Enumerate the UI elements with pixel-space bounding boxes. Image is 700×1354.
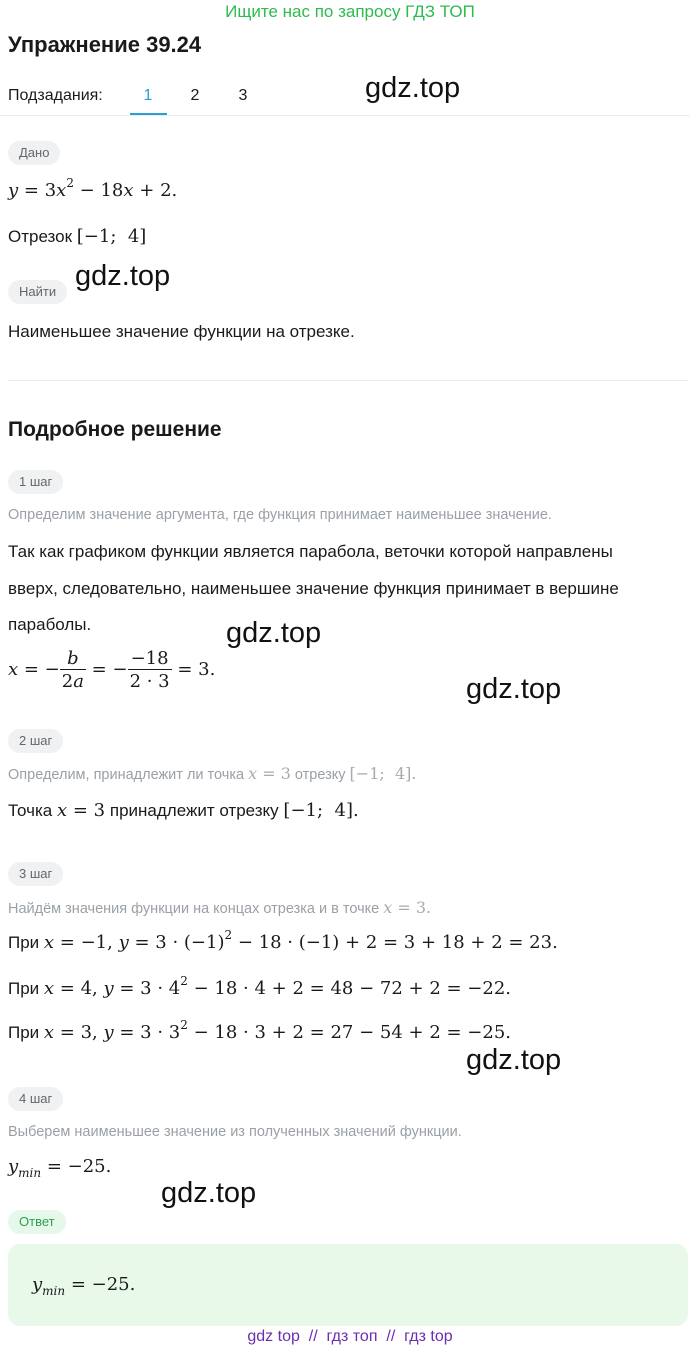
- step-4-result: $y_{min} = -25$.: [8, 1156, 112, 1180]
- step-3-hint: Найдём значения функции на концах отрезка и в точке x = 3.: [8, 898, 432, 917]
- step-2-text-prefix: Точка: [8, 801, 53, 820]
- step-2-hint: Определим, принадлежит ли точка x = 3 отрезку [−1; 4].: [8, 764, 417, 783]
- step-1-line-1: Так как графиком функции является парабола, веточки которой направлены: [8, 542, 613, 561]
- answer-value: $y_{min} = -25$.: [32, 1274, 136, 1298]
- page-title: Упражнение 39.24: [8, 32, 202, 57]
- step-1-vertex-formula: x = − $\frac{b}{2a}$ = − $\frac{-18}{2 \cdot 3}$ = 3.: [8, 648, 216, 692]
- step-2-hint-mid: отрезку: [294, 767, 346, 783]
- footer-links[interactable]: gdz top // гдз топ // гдз top: [247, 1328, 453, 1345]
- step-1-line-3: параболы.: [8, 615, 92, 634]
- step-3-calc-3: При x = 3, $y = 3 \cdot 3^2 - 18 \cdot 3 + 2 = 27 - 54 + 2 = -25$.: [8, 1018, 512, 1043]
- watermark: gdz.top: [226, 617, 322, 649]
- calc-prefix: При: [8, 933, 40, 952]
- answer-box: [8, 1244, 688, 1326]
- watermark: gdz.top: [161, 1177, 257, 1209]
- step-3-chip: 3 шаг: [8, 862, 63, 886]
- watermark: gdz.top: [466, 1044, 562, 1076]
- given-segment: Отрезок [−1; 4]: [8, 226, 147, 247]
- calc-prefix: При: [8, 979, 40, 998]
- search-banner: Ищите нас по запросу ГДЗ ТОП: [225, 2, 475, 21]
- step-3-calc-1: При x = −1, $y = 3 \cdot (-1)^2 - 18 \cdot (-1) + 2 = 3 + 18 + 2 = 23$.: [8, 928, 558, 953]
- watermark: gdz.top: [466, 673, 562, 705]
- step-4-hint: Выберем наименьшее значение из полученных значений функции.: [8, 1124, 462, 1140]
- step-2-chip: 2 шаг: [8, 729, 63, 753]
- watermark: gdz.top: [75, 260, 171, 292]
- subtasks-label: Подзадания:: [8, 87, 103, 104]
- watermark: gdz.top: [365, 72, 461, 104]
- segment-label: Отрезок: [8, 227, 73, 246]
- given-function: $y = 3x^2 - 18x + 2$.: [8, 176, 178, 201]
- subtask-tab-3[interactable]: 3: [238, 87, 248, 104]
- step-1-chip: 1 шаг: [8, 470, 63, 494]
- tabs-divider: [0, 115, 690, 116]
- step-2-text-mid: принадлежит отрезку: [109, 801, 279, 820]
- subtask-tab-2[interactable]: 2: [190, 87, 200, 104]
- step-3-hint-prefix: Найдём значения функции на концах отрезка и в точке: [8, 901, 380, 917]
- section-divider: [8, 380, 688, 381]
- step-2-text: Точка x = 3 принадлежит отрезку [−1; 4].: [8, 800, 359, 821]
- subtask-tab-1[interactable]: 1: [143, 87, 153, 104]
- calc-prefix: При: [8, 1023, 40, 1042]
- step-1-hint: Определим значение аргумента, где функция принимает наименьшее значение.: [8, 507, 552, 523]
- step-4-chip: 4 шаг: [8, 1087, 63, 1111]
- answer-chip: Ответ: [8, 1210, 66, 1234]
- find-chip: Найти: [8, 280, 67, 304]
- given-chip: Дано: [8, 141, 60, 165]
- solution-title: Подробное решение: [8, 418, 222, 441]
- step-1-line-2: вверх, следовательно, наименьшее значение функция принимает в вершине: [8, 579, 619, 598]
- step-2-hint-prefix: Определим, принадлежит ли точка: [8, 767, 245, 783]
- step-3-calc-2: При x = 4, $y = 3 \cdot 4^2 - 18 \cdot 4 + 2 = 48 - 72 + 2 = -22$.: [8, 974, 512, 999]
- find-text: Наименьшее значение функции на отрезке.: [8, 322, 355, 341]
